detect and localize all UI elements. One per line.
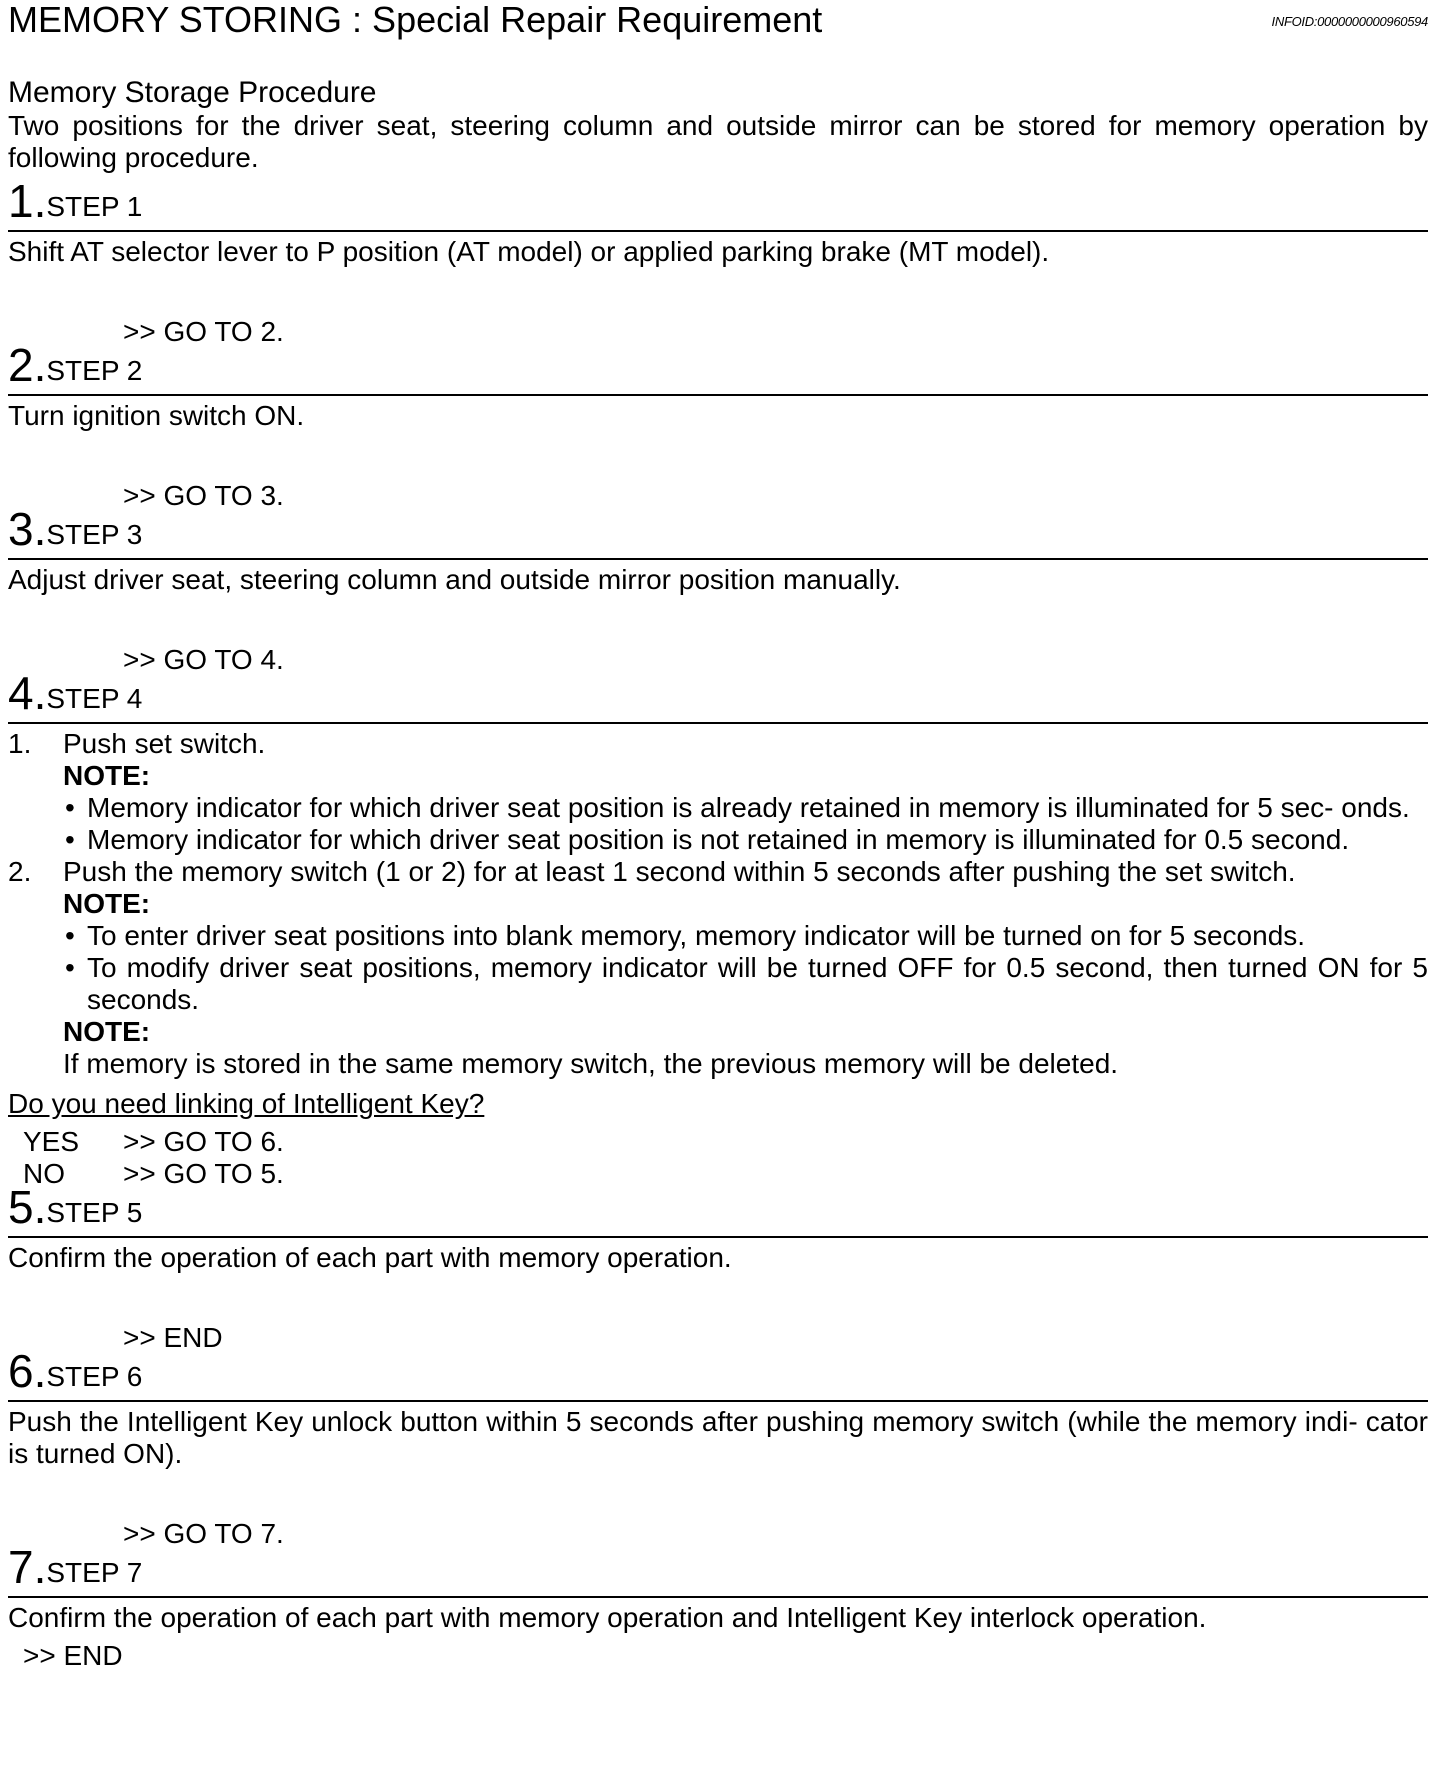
step-goto: >> GO TO 7. <box>123 1518 284 1549</box>
list-item <box>8 728 1428 856</box>
section-subtitle: Memory Storage Procedure <box>8 76 377 109</box>
step-header <box>8 1181 1428 1238</box>
answer-yes <box>8 1126 1428 1158</box>
list-item <box>8 856 1428 1080</box>
bullet-icon: • <box>65 824 75 855</box>
step-label: STEP 2 <box>46 355 143 386</box>
step-goto: >> GO TO 2. <box>123 316 284 347</box>
step-6 <box>8 1345 1428 1550</box>
step-number: 5. <box>8 1181 47 1233</box>
list-item-text: Push the memory switch (1 or 2) for at least 1 second within 5 seconds after pushing the set switch. <box>63 856 1296 887</box>
note-label: NOTE: <box>63 888 151 919</box>
section-intro: Two positions for the driver seat, steering column and outside mirror can be stored for memory operation by following procedure. <box>8 110 1428 173</box>
page-title: MEMORY STORING : Special Repair Requirement <box>8 0 823 40</box>
step-header <box>8 174 1428 232</box>
step-number: 2. <box>8 339 47 391</box>
step-header <box>8 503 1428 560</box>
step-header <box>8 1345 1428 1402</box>
step-5 <box>8 1181 1428 1354</box>
bullet-text: Memory indicator for which driver seat position is already retained in memory is illuminated for 5 sec- onds. <box>87 792 1410 823</box>
step-goto: >> GO TO 3. <box>123 480 284 511</box>
step-label: STEP 6 <box>46 1361 143 1392</box>
step-2 <box>8 339 1428 512</box>
list-item-content <box>63 728 1428 856</box>
step-body: Confirm the operation of each part with memory operation and Intelligent Key interlock operation. <box>8 1602 1207 1633</box>
step-label: STEP 1 <box>46 191 143 222</box>
list-item-text: Push set switch. <box>63 728 266 759</box>
step-header <box>8 339 1428 396</box>
step-body: Confirm the operation of each part with memory operation. <box>8 1242 732 1273</box>
step-goto: >> END <box>23 1640 123 1671</box>
step-body: Adjust driver seat, steering column and outside mirror position manually. <box>8 564 901 595</box>
list-item-number: 2. <box>8 856 32 887</box>
step-label: STEP 5 <box>46 1197 143 1228</box>
step-body: Push the Intelligent Key unlock button within 5 seconds after pushing memory switch (while the memory indi- cator is turned ON). <box>8 1406 1428 1469</box>
bullet-icon: • <box>65 920 75 951</box>
bullet-text: To modify driver seat positions, memory indicator will be turned OFF for 0.5 second, then turned ON for 5 seconds. <box>87 952 1428 1015</box>
step-label: STEP 4 <box>46 683 143 714</box>
step-body: Turn ignition switch ON. <box>8 400 305 431</box>
step-1 <box>8 174 1428 348</box>
note-bullet <box>63 792 1428 824</box>
step-header <box>8 667 1428 724</box>
note-label: NOTE: <box>63 760 151 791</box>
step-goto: >> GO TO 4. <box>123 644 284 675</box>
decision-question: Do you need linking of Intelligent Key? <box>8 1088 485 1119</box>
answer-label: NO <box>23 1158 65 1189</box>
step-header <box>8 1541 1428 1598</box>
bullet-text: Memory indicator for which driver seat position is not retained in memory is illuminated for 0.5 second. <box>87 824 1350 855</box>
step-7 <box>8 1541 1428 1672</box>
step-number: 7. <box>8 1541 47 1593</box>
note-bullet <box>63 920 1428 952</box>
note-bullet <box>63 824 1428 856</box>
list-item-content <box>63 856 1428 1080</box>
answer-no <box>8 1158 1428 1190</box>
step-number: 3. <box>8 503 47 555</box>
document-page <box>8 0 1428 1672</box>
answer-goto: >> GO TO 6. <box>123 1126 284 1157</box>
step-4 <box>8 667 1428 1190</box>
step-3 <box>8 503 1428 676</box>
bullet-icon: • <box>65 792 75 823</box>
step-number: 6. <box>8 1345 47 1397</box>
note-text: If memory is stored in the same memory switch, the previous memory will be deleted. <box>63 1048 1119 1079</box>
note-bullet <box>63 952 1428 1016</box>
step-number: 1. <box>8 175 47 227</box>
title-row <box>8 0 1428 60</box>
note-label: NOTE: <box>63 1016 151 1047</box>
bullet-text: To enter driver seat positions into blank memory, memory indicator will be turned on for 5 seconds. <box>87 920 1306 951</box>
answer-goto: >> GO TO 5. <box>123 1158 284 1189</box>
step-label: STEP 7 <box>46 1557 143 1588</box>
step-label: STEP 3 <box>46 519 143 550</box>
step-body: Shift AT selector lever to P position (AT model) or applied parking brake (MT model). <box>8 236 1050 267</box>
step-goto: >> END <box>123 1322 223 1353</box>
info-id: INFOID:0000000000960594 <box>1271 14 1428 29</box>
answer-label: YES <box>23 1126 80 1157</box>
decision-answers <box>8 1126 1428 1190</box>
step-number: 4. <box>8 667 47 719</box>
bullet-icon: • <box>65 952 75 983</box>
list-item-number: 1. <box>8 728 32 759</box>
